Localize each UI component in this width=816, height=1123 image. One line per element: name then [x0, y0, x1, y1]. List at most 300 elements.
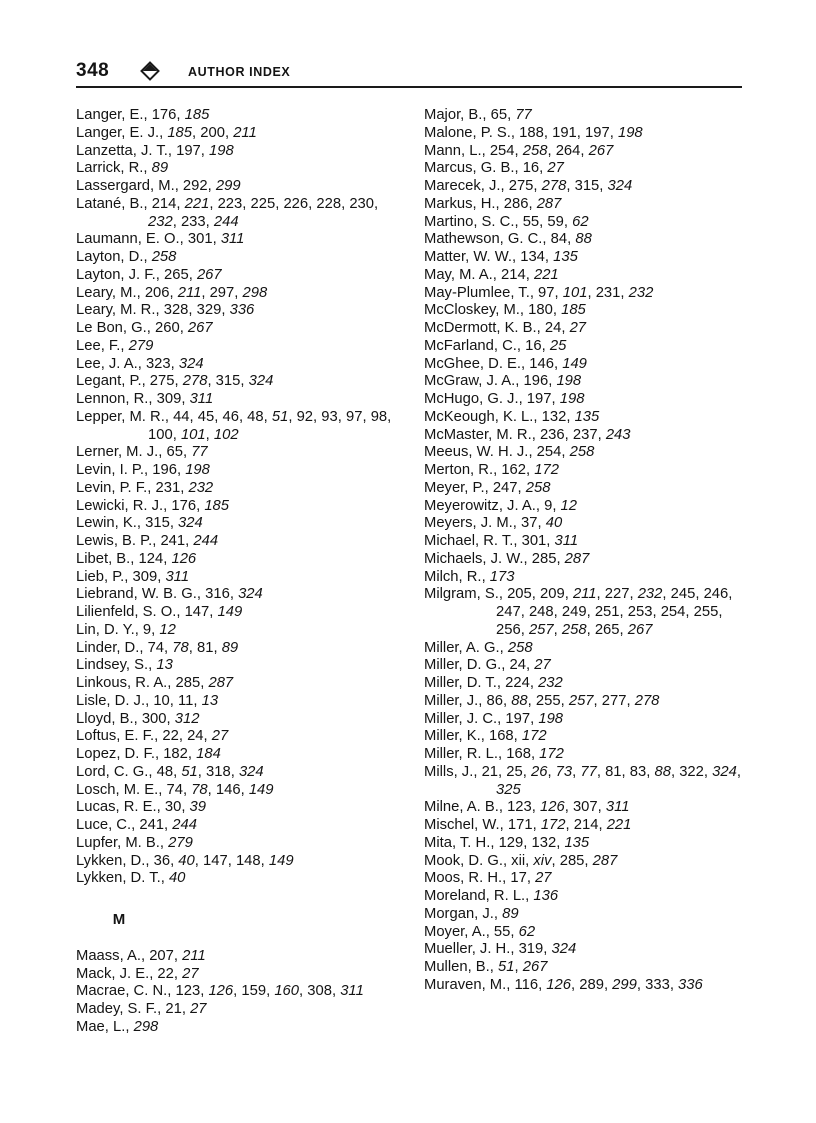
page-ref-italic: 40 [178, 852, 195, 869]
author-name: Lloyd, B. [76, 710, 134, 727]
index-entry: Liebrand, W. B. G., 316, 324 [76, 586, 263, 603]
author-name: Mills, J. [424, 763, 474, 780]
page-ref: 254 [536, 444, 562, 461]
page-ref: 275 [149, 373, 175, 390]
author-name: Layton, D. [76, 249, 144, 265]
page-ref: 30 [164, 799, 182, 816]
index-entry: Miller, K., 168, 172 [424, 728, 547, 745]
page-ref-italic: 278 [541, 178, 567, 194]
page-ref: 315 [145, 515, 170, 532]
index-entry: Lin, D. Y., 9, 12 [76, 621, 176, 638]
page-ref-italic: 211 [177, 284, 202, 301]
page-ref: 22 [157, 965, 174, 982]
page-ref: 224 [505, 675, 530, 691]
running-header [76, 60, 742, 88]
page-ref-italic: 221 [606, 817, 632, 833]
index-entry: Malone, P. S., 188, 191, 197, 198 [424, 124, 643, 141]
author-name: McGraw, J. A. [424, 373, 516, 390]
author-name: Marecek, J. [424, 178, 501, 194]
author-name: Miller, K. [424, 728, 481, 745]
left-column [76, 107, 406, 1037]
page-ref: 21 [481, 763, 499, 780]
author-name: Le Bon, G. [76, 320, 147, 336]
page-ref: 123 [507, 799, 532, 816]
author-name: Lisle, D. J. [76, 692, 146, 709]
index-entry: Libet, B., 124, 126 [76, 550, 197, 567]
author-name: Lykken, D. [76, 852, 146, 869]
page-ref: 92 [296, 408, 314, 425]
page-ref-italic: 62 [572, 213, 589, 230]
index-entry: Larrick, R., 89 [76, 160, 169, 177]
index-entry: Mathewson, G. C., 84, 88 [424, 231, 592, 248]
index-entry: McFarland, C., 16, 25 [424, 337, 567, 354]
page-ref: 65 [490, 107, 508, 123]
page-ref: 37 [521, 515, 538, 532]
page-ref-italic: 88 [511, 692, 528, 709]
page-ref: 84 [550, 231, 568, 248]
page-ref-italic: 279 [168, 834, 193, 851]
page-ref-italic: 126 [540, 799, 565, 816]
page-ref: 24 [544, 320, 562, 336]
author-name: Laumann, E. O. [76, 231, 180, 248]
author-name: Mae, L. [76, 1018, 126, 1035]
author-name: Leary, M. [76, 284, 137, 301]
author-name: McFarland, C. [424, 337, 517, 354]
author-name: McMaster, M. R. [424, 426, 532, 443]
page-ref: 247 [492, 479, 518, 496]
author-name: Lewin, K. [76, 515, 137, 532]
author-name: Mathewson, G. C. [424, 231, 543, 248]
page-ref: 197 [176, 142, 201, 159]
page-ref-italic: 77 [515, 107, 532, 123]
page-ref: 93 [321, 408, 338, 425]
page-ref-italic: 135 [574, 408, 600, 425]
page-ref-italic: 172 [521, 728, 547, 745]
page-ref: 100 [148, 426, 173, 443]
page-ref-italic: 324 [712, 763, 737, 780]
page-ref: 236 [539, 426, 565, 443]
page-ref-italic: 211 [572, 586, 597, 603]
page-ref-italic: 311 [189, 391, 214, 407]
page-ref: 329 [196, 302, 222, 319]
index-entry: Linkous, R. A., 285, 287 [76, 675, 234, 691]
index-entry: Lee, F., 279 [76, 337, 154, 354]
author-name: McCloskey, M. [424, 302, 520, 319]
author-name: Meeus, W. H. J. [424, 444, 529, 461]
author-name: Lewis, B. P. [76, 533, 153, 549]
page-ref: 309 [132, 568, 158, 585]
page-ref-italic: 257 [528, 621, 554, 638]
index-entry: Legant, P., 275, 278, 315, 324 [76, 373, 274, 390]
page-ref: 147 [203, 852, 228, 869]
page-ref: 223 [217, 195, 243, 212]
page-ref: 256 [496, 621, 521, 638]
page-ref-italic: 221 [184, 195, 210, 212]
page-ref: 22 [162, 728, 179, 745]
page-ref-italic: 198 [209, 142, 234, 159]
index-entry: Latané, B., 214, 221, 223, 225, 226, 228, 230, 232, 233, 244 [76, 195, 379, 230]
page-ref: 301 [521, 533, 547, 549]
page-ref-italic: 258 [569, 444, 595, 461]
author-name: Mook, D. G. [424, 852, 503, 869]
author-name: May-Plumlee, T. [424, 284, 530, 301]
page-ref: 197 [585, 124, 610, 141]
index-entry: Leary, M., 206, 211, 297, 298 [76, 284, 268, 301]
index-entry: Langer, E. J., 185, 200, 211 [76, 124, 257, 141]
index-entry: Lykken, D., 36, 40, 147, 148, 149 [76, 852, 294, 869]
page-ref-italic: 88 [654, 763, 671, 780]
page-ref-italic: 40 [545, 515, 563, 532]
author-name: Markus, H. [424, 195, 496, 212]
index-entry: Major, B., 65, 77 [424, 107, 532, 123]
page-ref-italic: 198 [538, 710, 564, 727]
page-ref-italic: 77 [580, 763, 597, 780]
author-name: Milgram, S. [424, 586, 499, 603]
page-ref: 168 [488, 728, 514, 745]
page-ref: 48 [247, 408, 264, 425]
author-name: McHugo, G. J. [424, 391, 519, 407]
page-ref-italic: 311 [165, 568, 190, 585]
index-entry: Marcus, G. B., 16, 27 [424, 160, 564, 177]
page-ref-italic: 185 [167, 124, 193, 141]
page-ref: 48 [156, 763, 174, 780]
page-ref-italic: 12 [159, 621, 176, 638]
page-ref-italic: 160 [274, 983, 300, 1000]
page-ref: 231 [155, 479, 181, 496]
page-ref: 254 [489, 142, 515, 159]
page-ref: 214 [151, 195, 177, 212]
page-ref: 46 [222, 408, 239, 425]
page-number: 348 [76, 60, 110, 81]
author-name: Macrae, C. N. [76, 983, 168, 1000]
page-ref: 176 [171, 497, 197, 514]
author-name: Lewicki, R. J. [76, 497, 164, 514]
page-ref-italic: 267 [627, 621, 653, 638]
page-ref-italic: 51 [271, 408, 289, 425]
index-entry: Mills, J., 21, 25, 26, 73, 77, 81, 83, 88, 322, 324, 325 [424, 763, 741, 798]
index-entry: Miller, A. G., 258 [424, 639, 533, 656]
page-ref: 17 [510, 870, 527, 887]
index-entry: McCloskey, M., 180, 185 [424, 302, 586, 319]
page-ref-italic: 27 [211, 728, 229, 745]
page-ref-italic: 13 [156, 657, 173, 674]
author-name: McGhee, D. E. [424, 355, 522, 372]
index-entry: Lewin, K., 315, 324 [76, 515, 203, 532]
index-entry: May, M. A., 214, 221 [424, 266, 559, 283]
page-ref-italic: 13 [201, 692, 219, 709]
page-ref-italic: 299 [612, 976, 637, 993]
page-ref: 254 [660, 604, 686, 620]
running-title: AUTHOR INDEX [188, 65, 291, 79]
author-name: McDermott, K. B. [424, 320, 537, 336]
page-ref: 55 [493, 923, 511, 940]
page-ref: 21 [165, 1001, 182, 1017]
author-name: Lilienfeld, S. O. [76, 604, 177, 620]
page-ref-italic: 232 [538, 675, 563, 691]
page-ref-italic: 126 [546, 976, 571, 993]
page-ref: 10 [153, 692, 170, 709]
page-ref-italic: 89 [151, 160, 169, 177]
page-ref-italic: 136 [533, 888, 559, 904]
author-name: Linkous, R. A. [76, 675, 168, 691]
page-ref: 277 [601, 692, 627, 709]
page-ref: 45 [197, 408, 215, 425]
author-name: Merton, R. [424, 462, 494, 478]
page-ref-italic: 102 [213, 426, 239, 443]
page-ref: 182 [163, 746, 188, 762]
author-name: Lykken, D. T. [76, 870, 161, 887]
page-ref: 148 [235, 852, 261, 869]
page-ref: 162 [501, 462, 527, 478]
page-ref-italic: 211 [233, 124, 257, 141]
page-ref: 24 [187, 728, 204, 745]
author-name: Lupfer, M. B. [76, 834, 160, 851]
page-ref: 214 [573, 817, 599, 833]
page-ref-italic: 267 [196, 266, 222, 283]
author-name: Milne, A. B. [424, 799, 499, 816]
page-ref-italic: 324 [238, 586, 263, 603]
index-entry: Mita, T. H., 129, 132, 135 [424, 834, 590, 851]
index-entry: Miller, D. G., 24, 27 [424, 657, 551, 674]
page-ref-italic: 258 [507, 639, 533, 656]
index-entry: Levin, I. P., 196, 198 [76, 462, 210, 478]
page-ref-italic: 149 [217, 604, 243, 620]
author-name: Miller, D. G. [424, 657, 502, 674]
page-ref-italic: 325 [496, 781, 521, 798]
page-ref-italic: 298 [133, 1018, 159, 1035]
index-entry: Lewicki, R. J., 176, 185 [76, 497, 230, 514]
page-ref-italic: 101 [180, 426, 206, 443]
page-ref: 300 [141, 710, 167, 727]
page-ref: 116 [514, 976, 539, 993]
page-ref-italic: 25 [549, 337, 567, 354]
page-ref-italic: 89 [221, 639, 239, 656]
author-name: Linder, D. [76, 639, 140, 656]
author-name: May, M. A. [424, 266, 493, 283]
author-name: Lucas, R. E. [76, 799, 157, 816]
page-ref-italic: 324 [178, 515, 203, 532]
page-ref-italic: 232 [637, 586, 663, 603]
author-name: Langer, E. [76, 107, 144, 123]
index-entry: Milne, A. B., 123, 126, 307, 311 [424, 799, 630, 816]
index-entry: Lilienfeld, S. O., 147, 149 [76, 604, 243, 620]
index-entry: Meyers, J. M., 37, 40 [424, 515, 563, 532]
author-name: Losch, M. E. [76, 781, 159, 798]
page-ref: 245 [670, 586, 696, 603]
page-ref: 230 [349, 195, 375, 212]
page-ref: 241 [139, 817, 165, 833]
author-name: Legant, P. [76, 373, 142, 390]
page-ref-italic: 258 [561, 621, 587, 638]
page-ref-italic: 267 [187, 320, 213, 336]
page-ref: 97 [538, 284, 555, 301]
page-ref: 207 [149, 947, 174, 964]
page-ref-italic: 198 [556, 373, 582, 390]
index-entry: McDermott, K. B., 24, 27 [424, 320, 587, 336]
page-ref-italic: 324 [248, 373, 274, 390]
page-ref-italic: 243 [605, 426, 631, 443]
author-name: Michaels, J. W. [424, 550, 524, 567]
index-entry: McKeough, K. L., 132, 135 [424, 408, 600, 425]
index-entry: Lerner, M. J., 65, 77 [76, 444, 208, 461]
page-ref: 16 [525, 337, 542, 354]
index-entry: Macrae, C. N., 123, 126, 159, 160, 308, 311 [76, 983, 364, 1000]
page-ref: 81 [605, 763, 622, 780]
author-name: Moos, R. H. [424, 870, 503, 887]
page-ref-italic: 232 [148, 213, 173, 230]
page-ref-italic: 27 [534, 657, 551, 674]
page-ref: 260 [154, 320, 180, 336]
page-ref-italic: 336 [229, 302, 255, 319]
right-column [424, 107, 754, 995]
author-name: Lindsey, S. [76, 657, 149, 674]
page-ref: 74 [166, 781, 183, 798]
page-ref: 132 [531, 834, 557, 851]
author-name: Malone, P. S. [424, 124, 511, 141]
page-ref: 319 [518, 941, 544, 958]
page-ref-italic: 62 [518, 923, 536, 940]
index-entry: Lucas, R. E., 30, 39 [76, 799, 207, 816]
page-ref-italic: 27 [547, 160, 564, 177]
index-entry: Lykken, D. T., 40 [76, 870, 186, 887]
index-entry: Lieb, P., 309, 311 [76, 568, 190, 585]
page-ref: 197 [505, 710, 531, 727]
author-name: Lopez, D. F. [76, 746, 155, 762]
index-entry: Markus, H., 286, 287 [424, 195, 562, 212]
index-entry: Langer, E., 176, 185 [76, 107, 210, 123]
author-name: Miller, A. G. [424, 639, 500, 656]
page-ref: 285 [559, 852, 585, 869]
index-entries-m-continued [424, 107, 754, 995]
author-name: Muraven, M. [424, 976, 507, 993]
author-name: Matter, W. W. [424, 249, 512, 265]
page-ref: 196 [152, 462, 177, 478]
page-ref-italic: 311 [340, 983, 364, 1000]
page-ref: xii [511, 852, 526, 869]
page-ref: 146 [215, 781, 241, 798]
page-ref: 264 [555, 142, 581, 159]
author-name: Larrick, R. [76, 160, 144, 177]
page-ref: 308 [307, 983, 332, 1000]
section-letter: M [112, 911, 126, 928]
page-ref-italic: 12 [560, 497, 578, 514]
page-ref: 318 [206, 763, 231, 780]
author-name: Mueller, J. H. [424, 941, 511, 958]
page-ref-italic: 221 [533, 266, 559, 283]
page-ref: 168 [506, 746, 531, 762]
author-name: Miller, D. T. [424, 675, 497, 691]
index-entry: Mack, J. E., 22, 27 [76, 965, 199, 982]
index-entry: Lupfer, M. B., 279 [76, 834, 193, 851]
author-name: Lord, C. G. [76, 763, 149, 780]
index-entry: Merton, R., 162, 172 [424, 462, 559, 478]
author-name: Meyer, P. [424, 479, 485, 496]
page-ref: 176 [151, 107, 177, 123]
page-ref-italic: 211 [182, 947, 206, 964]
author-name: Leary, M. R. [76, 302, 156, 319]
page-ref-italic: 244 [213, 213, 239, 230]
author-name: Lieb, P. [76, 568, 125, 585]
page-ref: 247 [496, 604, 521, 620]
index-entry: Lanzetta, J. T., 197, 198 [76, 142, 234, 159]
page-ref-italic: 135 [553, 249, 578, 265]
page-ref-italic: 51 [181, 763, 198, 780]
index-entry: Michaels, J. W., 285, 287 [424, 550, 590, 567]
page-ref-italic: 27 [190, 1001, 207, 1017]
page-ref: 275 [508, 178, 534, 194]
page-ref: 9 [142, 621, 152, 638]
index-entry: Moos, R. H., 17, 27 [424, 870, 552, 887]
page-ref-italic: 27 [182, 965, 199, 982]
index-entry: Laumann, E. O., 301, 311 [76, 231, 245, 248]
page-ref-italic: 26 [530, 763, 548, 780]
page-ref: 191 [552, 124, 577, 141]
author-name: Morgan, J. [424, 905, 494, 922]
page-ref: 200 [200, 124, 225, 141]
author-name: Lassergard, M. [76, 178, 175, 194]
page-ref: 205 [507, 586, 532, 603]
index-entry: Linder, D., 74, 78, 81, 89 [76, 639, 239, 656]
author-name: Milch, R. [424, 568, 482, 585]
index-entry: Lopez, D. F., 182, 184 [76, 746, 221, 762]
page-ref-italic: 324 [551, 941, 577, 958]
author-name: Luce, C. [76, 817, 132, 833]
page-ref: 16 [522, 160, 540, 177]
page-ref: 197 [526, 391, 552, 407]
index-entry: Meyerowitz, J. A., 9, 12 [424, 497, 578, 514]
index-entry: Lassergard, M., 292, 299 [76, 178, 241, 194]
page-ref-italic: 73 [555, 763, 573, 780]
page-ref-italic: 172 [539, 746, 564, 762]
page-ref-italic: 172 [540, 817, 566, 833]
author-name: Langer, E. J. [76, 124, 160, 141]
page-ref: 315 [574, 178, 600, 194]
author-name: Mullen, B. [424, 959, 490, 975]
page-ref-italic: 51 [498, 959, 515, 975]
author-name: Lin, D. Y. [76, 621, 135, 638]
author-name: Meyerowitz, J. A. [424, 497, 536, 514]
index-entry: Miller, J. C., 197, 198 [424, 710, 564, 727]
page-ref-italic: 27 [535, 870, 552, 887]
author-name: Moreland, R. L. [424, 888, 526, 904]
index-entry: Mook, D. G., xii, xiv, 285, 287 [424, 852, 618, 869]
author-name: Miller, J. [424, 692, 479, 709]
author-name: Lerner, M. J. [76, 444, 159, 461]
page-ref-italic: 287 [208, 675, 234, 691]
page-ref-italic: 27 [569, 320, 587, 336]
author-name: Levin, P. F. [76, 479, 148, 496]
index-entry: Losch, M. E., 74, 78, 146, 149 [76, 781, 274, 798]
page-ref: 255 [535, 692, 561, 709]
page-ref-italic: 267 [522, 959, 548, 975]
page-ref-italic: 89 [502, 905, 519, 922]
index-entry: Levin, P. F., 231, 232 [76, 479, 214, 496]
page-ref-italic: 324 [178, 355, 204, 372]
index-entry: Mae, L., 298 [76, 1018, 159, 1035]
page-ref: 322 [679, 763, 704, 780]
page-ref-italic: 149 [562, 355, 587, 372]
author-name: Meyers, J. M. [424, 515, 513, 532]
page-ref: 301 [187, 231, 213, 248]
page-ref-italic: 88 [575, 231, 592, 248]
page-ref: 255 [693, 604, 719, 620]
page-ref: 134 [520, 249, 545, 265]
index-entry: Milgram, S., 205, 209, 211, 227, 232, 245, 246, 247, 248, 249, 251, 253, 254, 255, 256, 257, 258, 265, 267 [424, 586, 733, 638]
index-entry: Moreland, R. L., 136 [424, 888, 559, 904]
index-entry: Leary, M. R., 328, 329, 336 [76, 302, 255, 319]
page-ref: 316 [205, 586, 230, 603]
author-name: Michael, R. T. [424, 533, 514, 549]
